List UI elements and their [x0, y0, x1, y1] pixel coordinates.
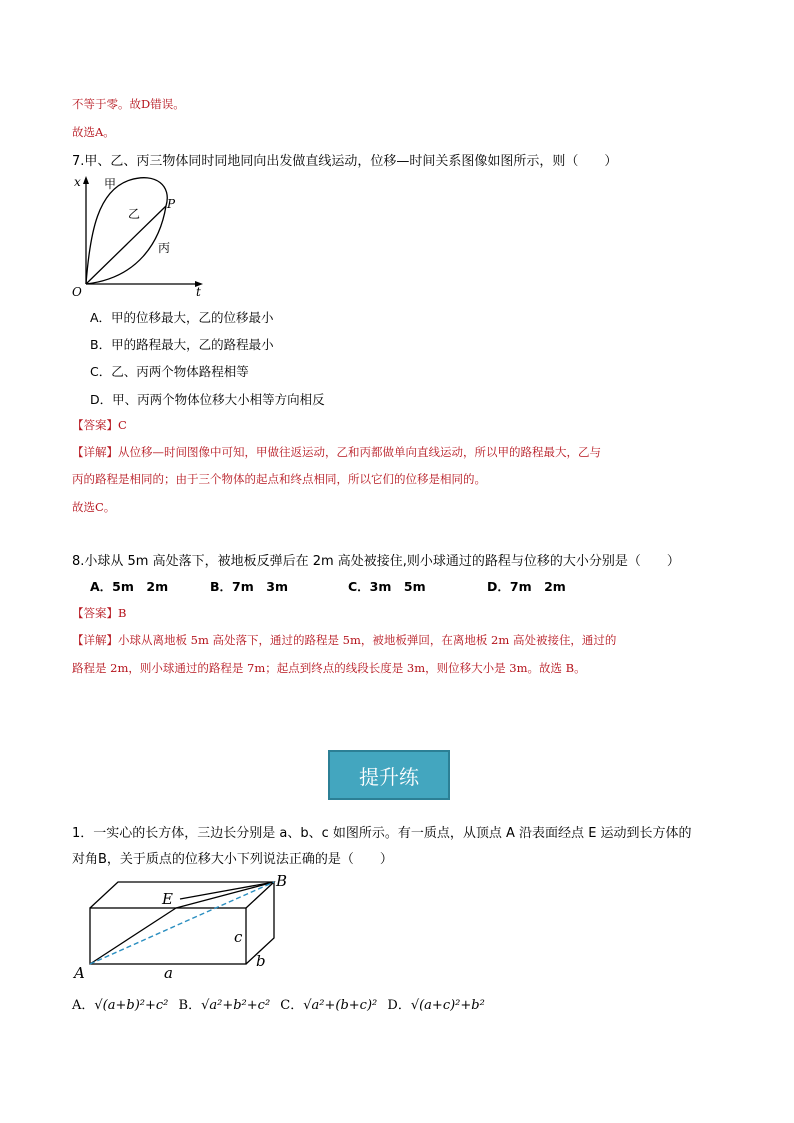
q1-stem-1: 1．一实心的长方体，三边长分别是 a、b、c 如图所示。有一质点，从顶点 A 沿表面经点 E 运动到长方体的 — [72, 826, 692, 841]
q1-option-b-expr: √a²+b²+c² — [201, 998, 271, 1013]
jia-label: 甲 — [104, 177, 117, 191]
q7-xt-graph — [68, 172, 208, 298]
q1-option-a-expr: √(a+b)²+c² — [94, 998, 169, 1013]
q7-explain-2: 丙的路程是相同的；由于三个物体的起点和终点相同，所以它们的位移是相同的。 — [72, 472, 486, 486]
q8-explain-1: 【详解】小球从离地板 5m 高处落下，通过的路程是 5m，被地板弹回，在离地板 2m 高处被接住，通过的 — [72, 633, 617, 647]
x-axis-arrow — [83, 176, 89, 184]
q8-stem: 8.小球从 5m 高处落下，被地板反弹后在 2m 高处被接住,则小球通过的路程与位移的大小分别是（ ） — [72, 554, 680, 569]
q8-answer: 【答案】B — [72, 606, 127, 620]
q7-option-a: A．甲的位移最大，乙的位移最小 — [90, 310, 274, 325]
x-label: x — [74, 175, 81, 189]
prev-answer-line: 不等于零。故D错误。 — [72, 97, 185, 111]
q1-cuboid-figure — [70, 872, 300, 982]
origin-label: O — [72, 285, 82, 298]
path-a-to-e — [90, 908, 176, 964]
q1-options-row — [72, 994, 485, 1013]
yi-label: 乙 — [128, 207, 141, 221]
q1-option-a-letter: A． — [72, 998, 95, 1013]
q8-option-c: C．3m 5m — [348, 579, 426, 594]
bing-label: 丙 — [158, 241, 171, 255]
edge-b-label: b — [256, 952, 266, 970]
q1-option-d-letter: D． — [387, 998, 411, 1013]
q8-option-a: A．5m 2m — [90, 579, 169, 594]
q7-option-d: D．甲、丙两个物体位移大小相等方向相反 — [90, 392, 325, 407]
q1-stem-2: 对角B，关于质点的位移大小下列说法正确的是（ ） — [72, 852, 393, 867]
vertex-a-label: A — [74, 964, 85, 982]
point-e-label: E — [162, 890, 173, 908]
q1-option-d-expr: √(a+c)²+b² — [410, 998, 485, 1013]
q1-option-c-expr: √a²+(b+c)² — [303, 998, 378, 1013]
q7-explain-1: 【详解】从位移—时间图像中可知，甲做往返运动，乙和丙都做单向直线运动，所以甲的路程最大，乙与 — [72, 445, 601, 459]
cuboid-front-face — [90, 908, 246, 964]
edge-a-label: a — [164, 964, 173, 982]
q1-option-c-letter: C． — [280, 998, 304, 1013]
section-title-box — [328, 750, 450, 800]
line-yi — [86, 206, 166, 284]
vertex-b-label: B — [276, 872, 288, 890]
t-label: t — [196, 285, 201, 298]
q7-explain-3: 故选C。 — [72, 500, 116, 514]
q8-explain-2: 路程是 2m，则小球通过的路程是 7m；起点到终点的线段长度是 3m，则位移大小是 3m。故选 B。 — [72, 661, 586, 675]
section-title: 提升练 — [359, 764, 419, 789]
q7-answer: 【答案】C — [72, 418, 127, 432]
p-label: P — [167, 197, 176, 211]
q7-stem: 7.甲、乙、丙三物体同时同地同向出发做直线运动，位移—时间关系图像如图所示，则（ ） — [72, 154, 618, 169]
q8-option-b: B．7m 3m — [210, 579, 288, 594]
q8-option-d: D．7m 2m — [487, 579, 566, 594]
curve-jia — [86, 178, 167, 284]
q7-option-c: C．乙、丙两个物体路程相等 — [90, 364, 249, 379]
path-top-edge — [180, 882, 274, 899]
prev-choice-line: 故选A。 — [72, 125, 115, 139]
q1-option-b-letter: B． — [178, 998, 202, 1013]
q7-option-b: B．甲的路程最大，乙的路程最小 — [90, 337, 274, 352]
edge-c-label: c — [234, 928, 243, 946]
